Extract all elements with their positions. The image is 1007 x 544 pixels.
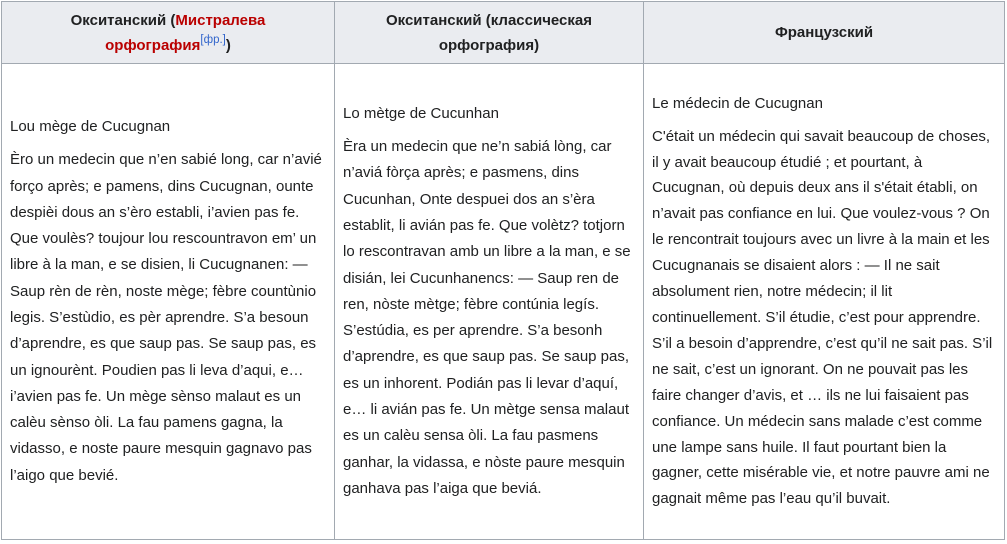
text-title-classical: Lo mètge de Cucunhan: [343, 104, 499, 122]
cell-occitan-mistral: [2, 64, 335, 540]
header-occitan-mistral-suffix: ): [225, 36, 231, 54]
french-ref-link[interactable]: [фр.]: [200, 33, 226, 46]
comparison-table: [1, 1, 1005, 540]
mistral-orthography-link[interactable]: Мистралева орфография: [105, 11, 266, 54]
cell-occitan-classical: [335, 64, 644, 540]
header-occitan-classical: Окситанский (классическая орфография): [335, 2, 644, 64]
cell-french: [644, 64, 1005, 540]
header-occitan-mistral-prefix: Окситанский (: [70, 11, 176, 29]
header-row: [2, 2, 1005, 64]
text-body-mistral: Èro un medecin que n’en sabié long, car n’avié forço après; e pamens, dins Cucugnan, ounte despièi dous an s’èro establi, i’avien pas fe. Que voulès? toujour lou rescountravon em’ un libre à la man, e se disien, li Cucugnanen: — Saup rèn de rèn, noste mège; fèbre countùnio legis. S’estùdio, es pèr aprendre. S’a besoun d’aprendre, es que saup pas. Se saup pas, es un ignourènt. Poudien pas li leva d’aqui, e… i’avien pas fe. Un mège sènso malaut es un calèu sènso òli. La fau pamens gagna, la vidasso, e noste paure mesquin gagnavo pas l’aigo que bevié.: [10, 151, 322, 484]
text-body-classical: Èra un medecin que ne’n sabiá lòng, car n’aviá fòrça après; e pasmens, dins Cucunhan, Onte despuei dos an s’èra establit, li avián pas fe. Que volètz? totjorn lo rescontravan amb un libre a la man, e se disián, lei Cucunhanencs: — Saup ren de ren, nòste mètge; fèbre contúnia legís. S’estúdia, es per aprendre. S’a besonh d’aprendre, es que saup pas. Se saup pas, es un inhorent. Podián pas li levar d’aquí, e… li avián pas fe. Un mètge sensa malaut es un calèu sensa òli. La fau pasmens ganhar, la vidassa, e nòste paure mesquin ganhava pas l’aiga que beviá.: [343, 138, 631, 497]
french-ref-sup: [200, 34, 225, 46]
text-row: [2, 64, 1005, 540]
text-body-french: C'était un médecin qui savait beaucoup de choses, il y avait beaucoup étudié ; et pourtant, à Cucugnan, où depuis deux ans il s'était établi, on n’avait pas confiance en lui. Que voulez-vous ? On le rencontrait toujours avec un livre à la main et les Cucugnanais se disaient alors : — Il ne sait absolument rien, notre médecin; il lit continuellement. S’il étudie, c’est pour apprendre. S’il a besoin d’apprendre, c’est qu’il ne sait pas. S’il ne sait, c’est un ignorant. On ne pouvait pas les faire changer d’avis, et … ils ne lui faisaient pas confiance. Un médecin sans malade c’est comme une lampe sans huile. Il faut pourtant bien la gagner, cette misérable vie, et notre pauvre ami ne gagnait même pas l’eau qu’il buvait.: [652, 127, 993, 508]
text-title-mistral: Lou mège de Cucugnan: [10, 117, 171, 135]
header-occitan-mistral: [2, 2, 335, 64]
text-title-french: Le médecin de Cucugnan: [652, 94, 823, 112]
header-french: Французский: [644, 2, 1005, 64]
